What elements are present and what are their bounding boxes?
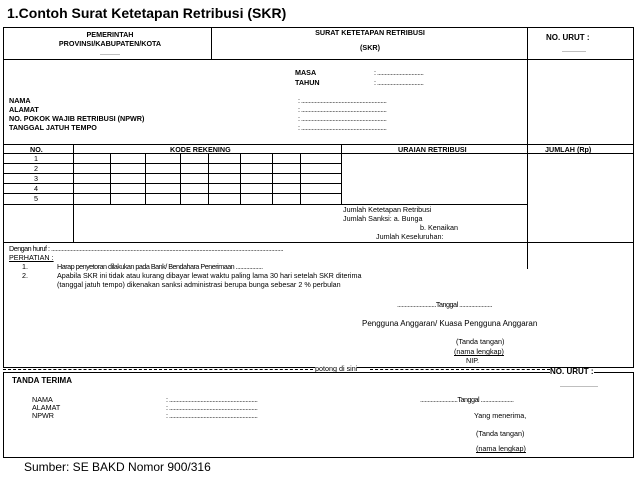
skr-abbrev: (SKR) — [360, 43, 380, 52]
npwr-label: NO. POKOK WAJIB RETRIBUSI (NPWR) — [9, 114, 145, 123]
receipt-no-urut-dots: ................... — [560, 380, 598, 389]
no-urut-label: NO. URUT : — [546, 33, 590, 42]
cut-line-label: potong di sini — [315, 364, 358, 373]
nama-label: NAMA — [9, 96, 31, 105]
source-note: Sumber: SE BAKD Nomor 900/316 — [24, 460, 211, 474]
yang-menerima: Yang menerima, — [474, 411, 527, 420]
document-title: 1.Contoh Surat Ketetapan Retribusi (SKR) — [7, 5, 287, 21]
receipt-tanggal: .........................Tanggal ...................... — [420, 395, 514, 404]
jumlah-ketetapan: Jumlah Ketetapan Retribusi — [343, 205, 432, 214]
no-urut-dots: ............ — [562, 45, 586, 54]
row-number: 1 — [34, 154, 38, 163]
note-number: 2. — [22, 271, 28, 280]
receipt-nama-label: NAMA — [32, 395, 53, 404]
note-number: 1. — [22, 262, 28, 271]
col-jumlah-header: JUMLAH (Rp) — [545, 145, 592, 154]
col-no-header: NO. — [30, 145, 43, 154]
dengan-huruf: Dengan huruf : ........................................................................................................................................................... — [9, 244, 284, 253]
provinsi-label: PROVINSI/KABUPATEN/KOTA — [58, 39, 162, 48]
pemerintah-dots: .......... — [100, 48, 120, 57]
jumlah-keseluruhan: Jumlah Keseluruhan: — [376, 232, 444, 241]
tanda-terima-heading: TANDA TERIMA — [12, 376, 72, 385]
masa-value: : ............................... — [374, 68, 424, 77]
receipt-tanda-tangan: (Tanda tangan) — [476, 429, 525, 438]
pemerintah-label: PEMERINTAH — [86, 30, 134, 39]
tahun-value: : ............................... — [374, 78, 424, 87]
row-number: 5 — [34, 194, 38, 203]
skr-heading: SURAT KETETAPAN RETRIBUSI — [315, 28, 425, 37]
alamat-value: : ......................................................... — [298, 105, 387, 114]
alamat-label: ALAMAT — [9, 105, 39, 114]
receipt-nama-lengkap: (nama lengkap) — [476, 444, 526, 453]
note-2-text: Apabila SKR ini tidak atau kurang dibayar lewat waktu paling lama 30 hari setelah SKR diterima — [57, 271, 362, 280]
col-kode-header: KODE REKENING — [170, 145, 231, 154]
cut-line — [3, 369, 313, 370]
jatuh-tempo-value: : ......................................................... — [298, 123, 387, 132]
nip-label: NIP. — [466, 356, 480, 365]
tahun-label: TAHUN — [295, 78, 320, 87]
jatuh-tempo-label: TANGGAL JATUH TEMPO — [9, 123, 97, 132]
pengguna-anggaran: Pengguna Anggaran/ Kuasa Pengguna Anggaran — [362, 319, 538, 328]
receipt-nama-value: : ........................................................... — [166, 395, 258, 404]
note-1-text: Harap penyetoran dilakukan pada Bank/ Bendahara Penerimaan .................. — [57, 262, 263, 271]
nama-lengkap: (nama lengkap) — [454, 347, 504, 356]
tanggal-line: ..........................Tanggal ...................... — [397, 300, 493, 309]
receipt-npwr-label: NPWR — [32, 411, 54, 420]
receipt-npwr-value: : ........................................................... — [166, 411, 258, 420]
receipt-alamat-value: : ........................................................... — [166, 403, 258, 412]
col-uraian-header: URAIAN RETRIBUSI — [398, 145, 467, 154]
sanksi-bunga: Jumlah Sanksi: a. Bunga — [343, 214, 423, 223]
tanda-tangan: (Tanda tangan) — [456, 337, 505, 346]
nama-value: : ......................................................... — [298, 96, 387, 105]
perhatian-heading: PERHATIAN : — [9, 253, 54, 262]
sanksi-kenaikan: b. Kenaikan — [420, 223, 458, 232]
receipt-alamat-label: ALAMAT — [32, 403, 61, 412]
receipt-form — [3, 372, 634, 458]
note-2-text-cont: (tanggal jatuh tempo) dikenakan sanksi administrasi berupa bunga sebesar 2 % perbulan — [57, 280, 341, 289]
receipt-no-urut-label: NO. URUT : — [550, 367, 594, 376]
npwr-value: : ......................................................... — [298, 114, 387, 123]
masa-label: MASA — [295, 68, 317, 77]
row-number: 4 — [34, 184, 38, 193]
row-number: 2 — [34, 164, 38, 173]
row-number: 3 — [34, 174, 38, 183]
